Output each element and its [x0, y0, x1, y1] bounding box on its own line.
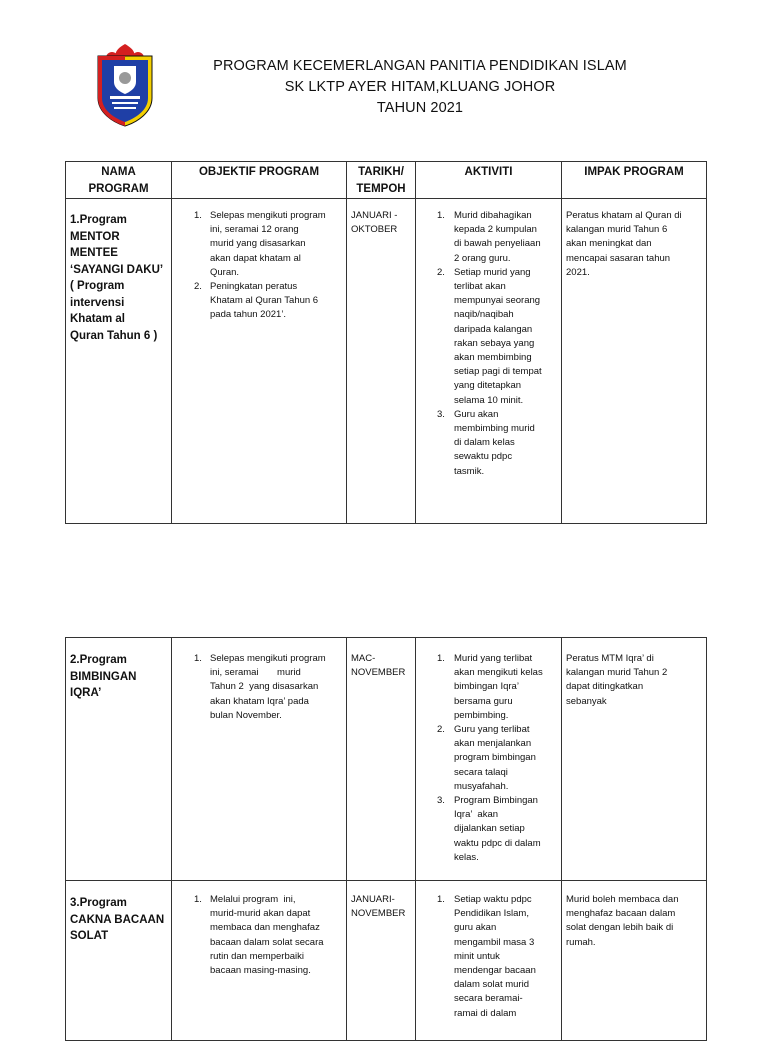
list-item: 1. Selepas mengikuti program ini, seramai murid Tahun 2 yang disasarkan akan khatam Iqra’ pada bulan November.: [194, 653, 326, 721]
program-name: 2.Program BIMBINGAN IQRA’: [70, 654, 137, 699]
list-item: 1. Melalui program ini, murid-murid akan dapat membaca dan menghafaz bacaan dalam solat secara rutin dan memperbaiki bacaan masing-masing.: [194, 894, 324, 977]
program-name-cell: [66, 199, 172, 524]
activities-list: [416, 199, 561, 479]
activities-list: [416, 638, 561, 865]
list-item: 1. Murid yang terlibat akan mengikuti kelas bimbingan Iqra’ bersama guru pembimbing.: [437, 653, 543, 721]
program-date: JANUARI - OKTOBER: [351, 210, 398, 236]
list-item: 2. Setiap murid yang terlibat akan mempunyai seorang naqib/naqibah daripada kalangan rakan sebaya yang akan membimbing setiap pagi di tempat yang ditetapkan selama 10 minit.: [437, 266, 542, 406]
objectives-cell: [172, 199, 347, 524]
list-item: 1. Setiap waktu pdpc Pendidikan Islam, guru akan mengambil masa 3 minit untuk mendengar bacaan dalam solat murid secara beramai- ramai di dalam: [437, 894, 536, 1019]
header-tarikh-tempoh: TARIKH/ TEMPOH: [347, 162, 416, 199]
header-aktiviti: AKTIVITI: [416, 162, 562, 199]
document-heading: [160, 56, 680, 119]
table-row: [66, 881, 707, 1041]
school-crest-logo: [92, 42, 158, 128]
list-item: 1. Murid dibahagikan kepada 2 kumpulan di bawah penyeliaan 2 orang guru.: [437, 210, 541, 264]
activities-cell: [416, 881, 562, 1041]
program-impact: Peratus khatam al Quran di kalangan murid Tahun 6 akan meningkat dan mencapai sasaran tahun 2021.: [566, 210, 682, 278]
objectives-list: [172, 881, 346, 978]
program-table-1: [65, 161, 707, 524]
program-name-cell: [66, 638, 172, 881]
heading-line-1: PROGRAM KECEMERLANGAN PANITIA PENDIDIKAN ISLAM: [213, 58, 627, 74]
header-nama-program: NAMA PROGRAM: [66, 162, 172, 199]
header-objektif-program: OBJEKTIF PROGRAM: [172, 162, 347, 199]
program-name-cell: [66, 881, 172, 1041]
date-cell: [347, 881, 416, 1041]
impact-cell: [562, 638, 707, 881]
program-date: MAC- NOVEMBER: [351, 653, 406, 679]
crest-emblem-icon: [92, 42, 158, 128]
program-impact: Peratus MTM Iqra’ di kalangan murid Tahun 2 dapat ditingkatkan sebanyak: [566, 653, 668, 707]
table-row: [66, 199, 707, 524]
list-item: 2. Peningkatan peratus Khatam al Quran Tahun 6 pada tahun 2021’.: [194, 281, 319, 321]
list-item: 1. Selepas mengikuti program ini, seramai 12 orang murid yang disasarkan akan dapat khatam al Quran.: [194, 210, 326, 278]
list-item: 3. Program Bimbingan Iqra’ akan dijalankan setiap waktu pdpc di dalam kelas.: [437, 795, 541, 863]
program-name: 3.Program CAKNA BACAAN SOLAT: [70, 897, 165, 942]
table-header-row: [66, 162, 707, 199]
impact-cell: [562, 199, 707, 524]
list-item: 3. Guru akan membimbing murid di dalam kelas sewaktu pdpc tasmik.: [437, 408, 535, 477]
heading-line-3: TAHUN 2021: [376, 100, 464, 116]
date-cell: [347, 638, 416, 881]
header-impak-program: IMPAK PROGRAM: [562, 162, 707, 199]
impact-cell: [562, 881, 707, 1041]
list-item: 2. Guru yang terlibat akan menjalankan program bimbingan secara talaqi musyafahah.: [437, 724, 536, 792]
program-table-2: [65, 637, 707, 1041]
objectives-list: [172, 199, 346, 323]
table-row: [66, 638, 707, 881]
activities-cell: [416, 199, 562, 524]
objectives-cell: [172, 638, 347, 881]
activities-cell: [416, 638, 562, 881]
program-name: 1.Program MENTOR MENTEE ‘SAYANGI DAKU’ ( Program intervensi Khatam al Quran Tahun 6 ): [70, 214, 164, 342]
program-date: JANUARI- NOVEMBER: [351, 894, 406, 920]
objectives-list: [172, 638, 346, 723]
heading-line-2: SK LKTP AYER HITAM,KLUANG JOHOR: [284, 79, 556, 95]
program-impact: Murid boleh membaca dan menghafaz bacaan dalam solat dengan lebih baik di rumah.: [566, 894, 679, 948]
date-cell: [347, 199, 416, 524]
activities-list: [416, 881, 561, 1021]
objectives-cell: [172, 881, 347, 1041]
